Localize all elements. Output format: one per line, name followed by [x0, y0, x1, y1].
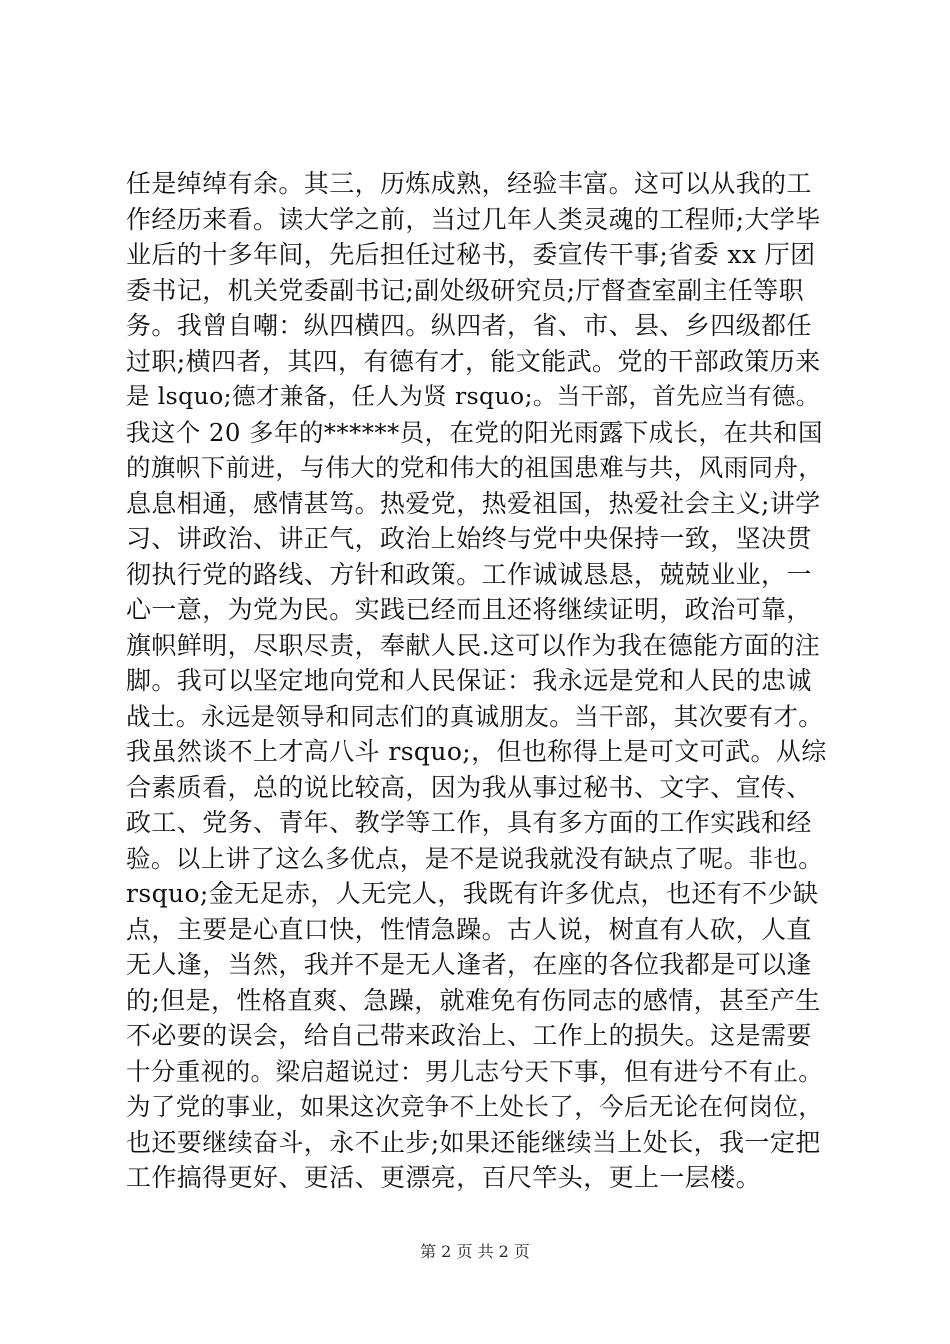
text-line: 也还要继续奋斗，永不止步;如果还能继续当上处长，我一定把 — [126, 1127, 821, 1157]
text-line: 为了党的事业，如果这次竞争不上处长了，今后无论在何岗位， — [126, 1092, 824, 1121]
text-line: 点，主要是心直口快，性情急躁。古人说，树直有人砍，人直 — [126, 914, 812, 944]
text-line: 脚。我可以坚定地向党和人民保证：我永远是党和人民的忠诚 — [126, 666, 812, 695]
text-line: 务。我曾自嘲：纵四横四。纵四者，省、市、县、乡四级都任 — [126, 311, 812, 340]
text-line: rsquo;金无足赤，人无完人，我既有许多优点，也还有不少缺 — [126, 879, 819, 908]
text-line: 我这个 20 多年的******员，在党的阳光雨露下成长，在共和国 — [126, 417, 823, 447]
text-line: 验。以上讲了这么多优点，是不是说我就没有缺点了呢。非也。 — [126, 843, 824, 873]
text-line: 息息相通，感情甚笃。热爱党，热爱祖国，热爱社会主义;讲学 — [126, 488, 821, 518]
text-line: 的旗帜下前进，与伟大的党和伟大的祖国患难与共，风雨同舟， — [126, 453, 824, 482]
text-line: 合素质看，总的说比较高，因为我从事过秘书、文字、宣传、 — [126, 772, 812, 802]
text-line: 业后的十多年间，先后担任过秘书，委宣传干事;省委 xx 厅团 — [126, 240, 816, 269]
text-line: 工作搞得更好、更活、更漂亮，百尺竿头，更上一层楼。 — [126, 1163, 762, 1192]
text-line: 过职;横四者，其四，有德有才，能文能武。党的干部政策历来 — [126, 346, 821, 376]
page-footer: 第 2 页 共 2 页 — [420, 1242, 530, 1261]
text-line: 习、讲政治、讲正气，政治上始终与党中央保持一致，坚决贯 — [126, 524, 812, 553]
text-line: 是 lsquo;德才兼备，任人为贤 rsquo;。当干部，首先应当有德。 — [126, 382, 820, 410]
text-line: 委书记，机关党委副书记;副处级研究员;厅督查室副主任等职 — [126, 275, 805, 305]
text-line: 十分重视的。梁启超说过：男儿志兮天下事，但有进兮不有止。 — [126, 1056, 824, 1086]
text-line: 的;但是，性格直爽、急躁，就难免有伤同志的感情，甚至产生 — [126, 985, 821, 1015]
text-line: 作经历来看。读大学之前，当过几年人类灵魂的工程师;大学毕 — [126, 204, 821, 234]
text-line: 我虽然谈不上才高八斗 rsquo;，但也称得上是可文可武。从综 — [126, 737, 827, 766]
text-line: 彻执行党的路线、方针和政策。工作诚诚恳恳，兢兢业业，一 — [126, 559, 812, 589]
text-line: 战士。永远是领导和同志们的真诚朋友。当干部，其次要有才。 — [126, 701, 824, 731]
text-line: 心一意，为党为民。实践已经而且还将继续证明，政治可靠， — [126, 595, 812, 624]
text-line: 不必要的误会，给自己带来政治上、工作上的损失。这是需要 — [126, 1021, 812, 1050]
body-text — [126, 166, 830, 1196]
text-line: 旗帜鲜明，尽职尽责，奉献人民.这可以作为我在德能方面的注 — [126, 630, 821, 660]
text-line: 政工、党务、青年、教学等工作，具有多方面的工作实践和经 — [126, 808, 812, 837]
text-line: 任是绰绰有余。其三，历炼成熟，经验丰富。这可以从我的工 — [126, 169, 812, 198]
text-line: 无人逢，当然，我并不是无人逢者，在座的各位我都是可以逢 — [126, 950, 812, 979]
